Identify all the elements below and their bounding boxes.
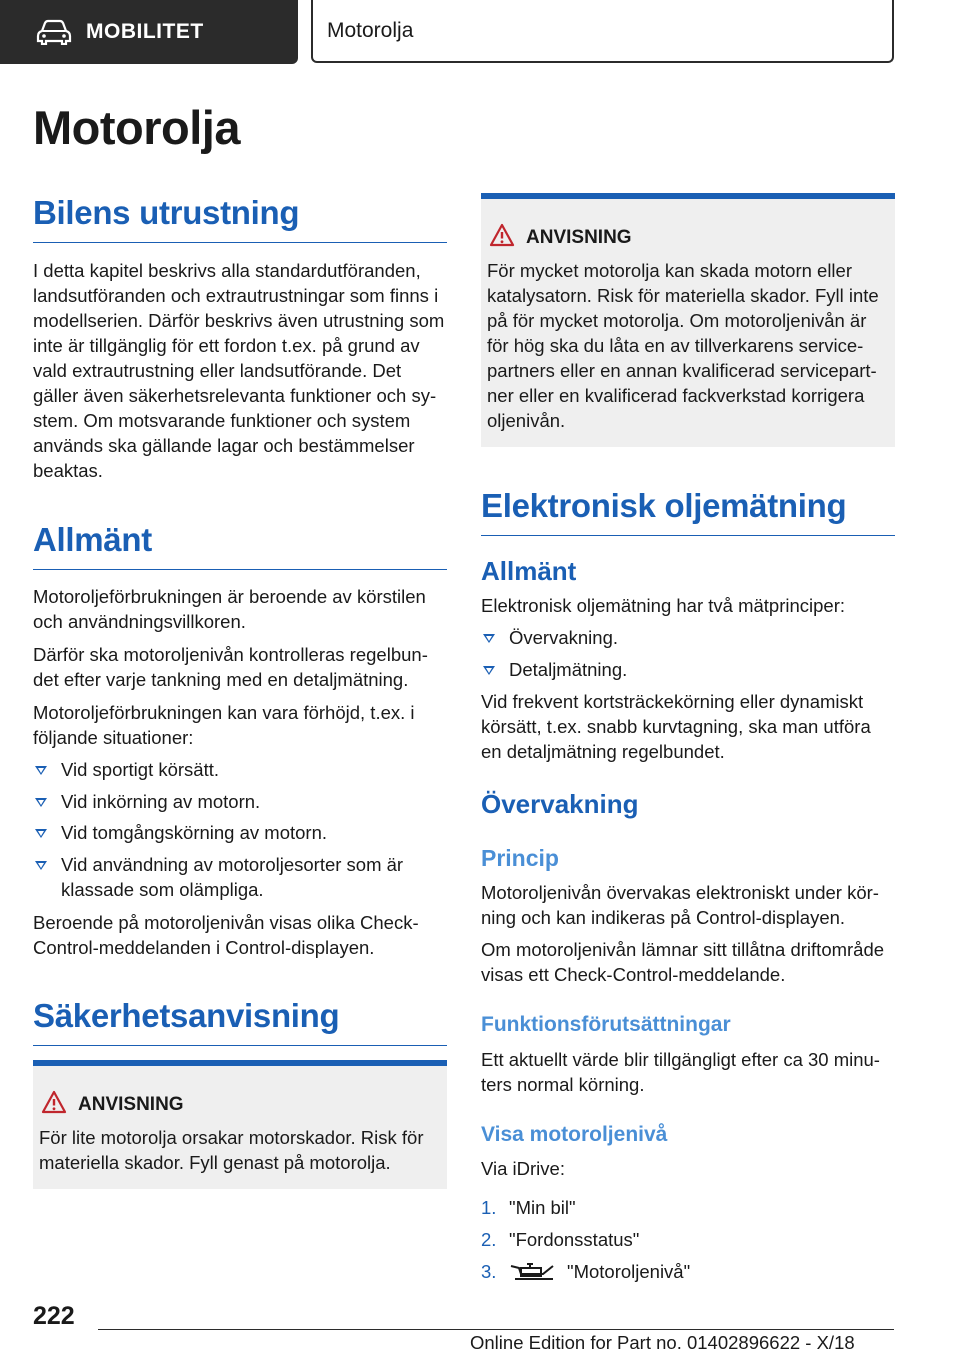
- general-paragraph-4: Beroende på motoroljenivån visas olika Check- Control-meddelanden i Control-displayen.: [33, 912, 419, 958]
- current-chapter-label: Motorolja: [327, 18, 414, 42]
- list-item-text: Vid inkörning av motorn.: [61, 791, 261, 812]
- general-paragraph-1: Motoroljeförbrukningen är beroende av körstilen och användningsvillkoren.: [33, 586, 426, 632]
- elec-general-text-2: Vid frekvent kortsträckekörning eller dynamiskt körsätt, t.ex. snabb kurvtagning, ska man utföra en detaljmätning regelbundet.: [481, 691, 871, 762]
- general-paragraph-2: Därför ska motoroljenivån kontrolleras regelbun‐ det efter varje tankning med en detaljmätning.: [33, 644, 428, 690]
- list-item-text: Vid sportigt körsätt.: [61, 759, 220, 780]
- page-number: 222: [33, 1302, 75, 1330]
- warning-triangle-icon: [41, 1090, 67, 1114]
- warning-text: För lite motorolja orsakar motorskador. Risk för materiella skador. Fyll genast på motorolja.: [39, 1127, 424, 1173]
- principle-paragraph-1: Motoroljenivån övervakas elektroniskt under kör‐ ning och kan indikeras på Control-displayen.: [481, 882, 879, 928]
- bullet-triangle-icon: [35, 798, 47, 807]
- warning-title: ANVISNING: [526, 227, 632, 248]
- bullet-triangle-icon: [35, 829, 47, 838]
- step-text: "Motoroljenivå": [567, 1261, 691, 1282]
- footer-divider: [98, 1329, 894, 1330]
- heading-safety: Säkerhetsanvisning: [33, 997, 447, 1046]
- bullet-triangle-icon: [35, 766, 47, 775]
- right-column: [481, 0, 895, 1300]
- prerequisites-text: Ett aktuellt värde blir tillgängligt efter ca 30 minu‐ ters normal körning.: [481, 1049, 880, 1095]
- step-text: "Min bil": [509, 1197, 576, 1218]
- heading-prerequisites: Funktionsförutsättningar: [481, 1013, 731, 1036]
- heading-equipment: Bilens utrustning: [33, 194, 447, 243]
- step-item: [481, 1259, 895, 1284]
- bullet-triangle-icon: [483, 666, 495, 675]
- step-item: [481, 1195, 895, 1220]
- heading-electronic-measurement: Elektronisk oljemätning: [481, 487, 895, 536]
- warning-text: För mycket motorolja kan skada motorn eller katalysatorn. Risk för materiella skador. Fyll inte på för mycket motorolja. Om motoroljenivån är för hög ska du låta en av tillverkarens service‐ partners eller en annan kvalificerad servicepart‐ ner eller en kvalificerad fackverkstad korrigera oljenivån.: [487, 260, 879, 431]
- list-item: [33, 757, 447, 782]
- list-item-text: Övervakning.: [509, 627, 618, 648]
- list-item: [481, 657, 895, 682]
- heading-principle: Princip: [481, 845, 559, 871]
- list-item-text: Detaljmätning.: [509, 659, 628, 680]
- heading-general: Allmänt: [33, 521, 447, 570]
- step-number: 3.: [481, 1261, 497, 1282]
- warning-box-low-oil: [33, 1060, 447, 1189]
- step-item: [481, 1227, 895, 1252]
- footer-edition: Online Edition for Part no. 01402896622 - X/18: [470, 1332, 855, 1353]
- warning-title: ANVISNING: [78, 1094, 184, 1115]
- bullet-triangle-icon: [35, 861, 47, 870]
- list-item: [33, 789, 447, 814]
- section-tab-label: MOBILITET: [86, 20, 204, 43]
- heading-monitoring: Övervakning: [481, 789, 639, 819]
- oil-can-icon: [509, 1260, 557, 1282]
- show-oil-level-text: Via iDrive:: [481, 1158, 565, 1179]
- principle-paragraph-2: Om motoroljenivån lämnar sitt tillåtna driftområde visas ett Check-Control-meddelande.: [481, 939, 885, 985]
- heading-show-oil-level: Visa motoroljenivå: [481, 1123, 668, 1146]
- elec-general-text: Elektronisk oljemätning har två mätprinciper:: [481, 595, 845, 616]
- bullet-triangle-icon: [483, 634, 495, 643]
- list-item: [481, 625, 895, 650]
- general-paragraph-3: Motoroljeförbrukningen kan vara förhöjd, t.ex. i följande situationer:: [33, 702, 415, 748]
- list-item-text: Vid tomgångskörning av motorn.: [61, 822, 328, 843]
- list-item: [33, 820, 447, 845]
- step-number: 2.: [481, 1229, 497, 1250]
- step-text: "Fordonsstatus": [509, 1229, 640, 1250]
- equipment-text: I detta kapitel beskrivs alla standardutföranden, landsutföranden och extrautrustningar som finns i modellserien. Därför beskrivs även utrustning som inte är tillgänglig för ett fordon t.ex. på grund av vald extrautrustning eller landsutförande. Det gäller även säkerhetsrelevanta funktioner och sy‐ stem. Om motsvarande funktioner och system används ska gällande lagar och bestämmelser beaktas.: [33, 260, 445, 481]
- page-title: Motorolja: [33, 101, 240, 154]
- step-number: 1.: [481, 1197, 497, 1218]
- heading-elec-general: Allmänt: [481, 556, 577, 586]
- list-item: [33, 852, 447, 902]
- list-item-text: Vid användning av motoroljesorter som är klassade som olämpliga.: [61, 854, 404, 900]
